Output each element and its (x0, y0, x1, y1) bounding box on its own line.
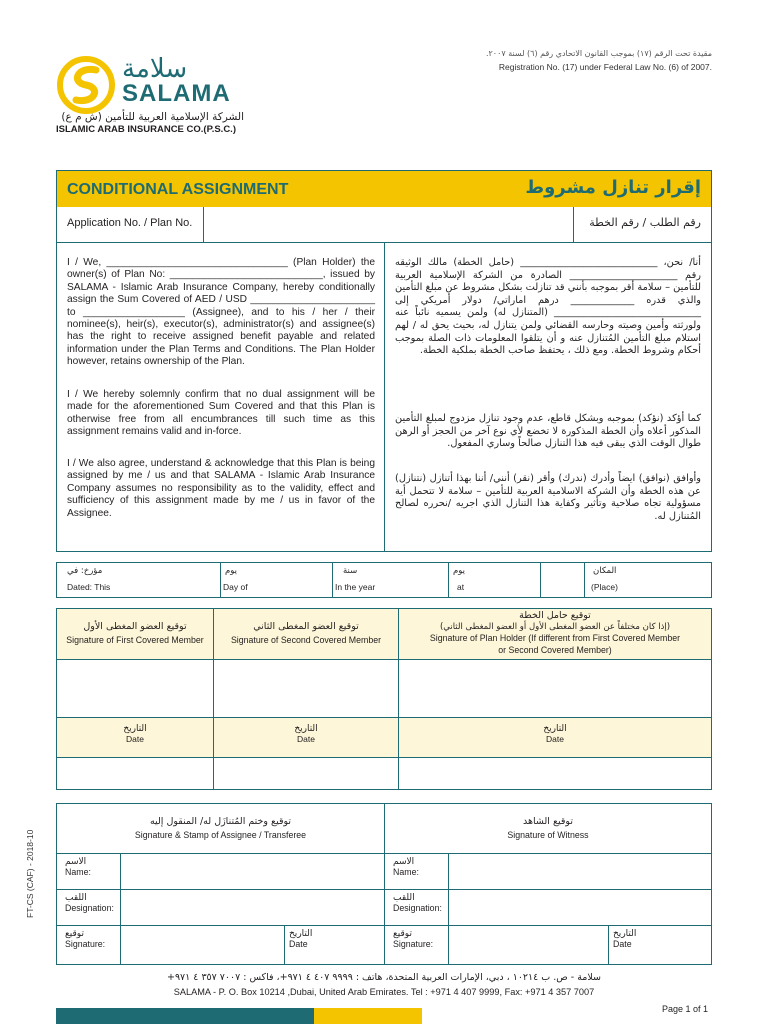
year-field[interactable] (333, 563, 449, 597)
english-paragraph-3: I / We also agree, understand & acknowledge that this Plan is being assigned by me / us and that SALAMA - Islamic Arab Insurance Company assumes no responsibility as to the validity, effect and sufficiency of this assignment made by me / us in favor of the Assignee. (67, 458, 375, 519)
designation-label-arabic: اللقب (65, 893, 87, 903)
assignee-header-arabic: توقيع وختم المُتنازَل له/ المنقول إليه (149, 816, 292, 827)
witness-signature-field[interactable] (449, 926, 609, 964)
assignee-header (57, 804, 385, 854)
footer-bar-yellow (314, 1008, 422, 1024)
date-label-english: Date (126, 734, 144, 744)
at-label-arabic: يوم (453, 566, 466, 576)
salama-logo-icon (56, 52, 116, 118)
form-title-arabic: إقرار تنازل مشروط (525, 177, 701, 198)
company-name-english: ISLAMIC ARAB INSURANCE CO.(P.S.C.) (56, 124, 236, 135)
designation-label-english: Designation: (393, 903, 442, 913)
first-member-header (57, 609, 214, 660)
column-divider (384, 243, 385, 551)
registration-arabic: مقيدة تحت الرقم (١٧) بموجب القانون الاتحادي رقم (٦) لسنة ٢٠٠٧. (485, 49, 712, 58)
footer-address-english: SALAMA - P. O. Box 10214 ,Dubai, United Arab Emirates. Tel : +971 4 407 9999, Fax: +971 4 357 7007 (173, 987, 595, 997)
plan-holder-arabic-2: (إذا كان مختلفاً عن العضو المغطى الأول أو العضو المغطى الثاني) (439, 621, 671, 632)
witness-header-arabic: توقيع الشاهد (523, 816, 573, 827)
plan-holder-arabic-1: توقيع حامل الخطة (519, 610, 591, 621)
dated-label-english: Dated: This (67, 582, 111, 592)
date-label-english: Date (289, 939, 308, 949)
application-label-english: Application No. / Plan No. (67, 217, 193, 229)
date-place-row (56, 562, 712, 598)
assignee-designation-label (57, 890, 121, 925)
second-member-english: Signature of Second Covered Member (230, 635, 382, 645)
signature-label-arabic: توقيع (393, 929, 412, 939)
dated-label-arabic: مؤرخ: في (67, 566, 103, 576)
assignee-name-field[interactable] (121, 854, 385, 889)
date-label-arabic: التاريخ (294, 724, 318, 734)
second-member-date-field[interactable] (214, 758, 399, 789)
second-member-date-header (214, 718, 399, 758)
assignee-signature-label (57, 926, 121, 964)
assignee-header-english: Signature & Stamp of Assignee / Transferee (134, 830, 307, 840)
plan-holder-english-1: Signature of Plan Holder (If different from First Covered Member (429, 633, 681, 643)
year-label-arabic: سنة (343, 566, 358, 576)
dated-cell (57, 563, 221, 597)
at-field[interactable] (449, 563, 541, 597)
logo-english-text: SALAMA (122, 80, 231, 107)
date-label-english: Date (546, 734, 564, 744)
footer-bar-teal (56, 1008, 314, 1024)
witness-name-label (385, 854, 449, 889)
witness-signature-label (385, 926, 449, 964)
date-label-english: Date (297, 734, 315, 744)
registration-english: Registration No. (17) under Federal Law No. (6) of 2007. (498, 62, 712, 72)
assignee-designation-field[interactable] (121, 890, 385, 925)
page-number: Page 1 of 1 (661, 1004, 708, 1014)
divider (573, 207, 574, 243)
assignee-name-label (57, 854, 121, 889)
arabic-paragraph-3: وأوافق (نوافق) ايضاً وأدرك (ندرك) وأقر (نقر) أنني/ أننا بهذا أتنازل (نتنازل) عن هذه الخطة وأن الشركة الاسلامية العربية للتأمين – سلامة لا تتحمل أية مسؤولية تجاه صلاحية وتأثير وكفاية هذا التنازل الذي اجريه /نحرره لصالح المُتنازل له. (395, 473, 701, 522)
assignee-date-field[interactable] (285, 926, 385, 964)
first-member-date-header (57, 718, 214, 758)
title-bar (57, 171, 711, 207)
form-title-english: CONDITIONAL ASSIGNMENT (67, 181, 289, 198)
form-code: FT-CS (CAF) - 2018-10 (25, 829, 35, 918)
plan-holder-header (399, 609, 711, 660)
date-label-english: Date (613, 939, 632, 949)
plan-holder-signature-field[interactable] (399, 660, 711, 718)
logo-arabic-text: سلامة (122, 54, 188, 84)
place-label-arabic: المكان (593, 566, 617, 576)
witness-designation-label (385, 890, 449, 925)
witness-date-field[interactable] (609, 926, 711, 964)
english-paragraph-2: I / We hereby solemnly confirm that no dual assignment will be made for the aforementioned Sum Covered and that this Plan is otherwise free from all encumbrances till such time as this assignment remains valid and in-force. (67, 389, 375, 438)
footer-address-arabic: سلامة - ص. ب ١٠٢١٤ ، دبي، الإمارات العربية المتحدة، هاتف : ٩٩٩٩ ٤٠٧ ٤ ٩٧١+، فاكس : ٧٠٠٧ ٣٥٧ ٤ ٩٧١+ (166, 972, 602, 983)
company-name-arabic: الشركة الإسلامية العربية للتأمين (ش م ع) (61, 111, 244, 123)
arabic-paragraph-2: كما أؤكد (نؤكد) بموجبه وبشكل قاطع، عدم وجود تنازل مزدوج لمبلغ التأمين المذكور أعلاه وأن الخطة المذكورة لا تخضع لأي نوع آخر من الحجز أو الرهن طوال الوقت الذي يبقى فيه هذا التنازل صالحاً وساري المفعول. (395, 413, 701, 450)
name-label-arabic: الاسم (393, 857, 415, 867)
name-label-arabic: الاسم (65, 857, 87, 867)
witness-name-field[interactable] (449, 854, 711, 889)
date-label-arabic: التاريخ (289, 929, 313, 939)
plan-holder-date-header (399, 718, 711, 758)
witness-header (385, 804, 711, 854)
first-member-signature-field[interactable] (57, 660, 214, 718)
first-member-arabic: توقيع العضو المغطى الأول (83, 621, 187, 632)
assignee-signature-field[interactable] (121, 926, 285, 964)
arabic-paragraph-1: أنا/ نحن، ____________________________ (حامل الخطة) مالك الوثيقه رقم ______________________ الصادرة من الشركة الإسلامية العربية للتأمين – سلامة أقر بموجبه بأنني قد تنازلت بشكل مشروط عن مبلغ التأمين والذي قدره _____________ درهم اماراتي/ دولار أمريكي إلى ______________________________ (المتنازل له) ولمن يسميه نائباً عنه ولورثته وأمين وصيته وحارسه القضائي ولمن يتنازل له، بحيث يحق له / لهم استلام مبلغ التأمين المُتنازل عنه و أن يتلقوا المعلومات ذات الصلة بموجب أحكام وشروط الخطة. ومع ذلك ، يحتفظ صاحب الخطة بملكية الخطة. (395, 257, 701, 357)
second-member-signature-field[interactable] (214, 660, 399, 718)
signature-row (57, 926, 711, 964)
year-label-english: In the year (335, 582, 376, 592)
place-field[interactable] (585, 563, 711, 597)
assignment-form (56, 170, 712, 552)
date-label-arabic: التاريخ (123, 724, 147, 734)
day-field[interactable] (221, 563, 333, 597)
name-label-english: Name: (65, 867, 91, 877)
plan-holder-date-field[interactable] (399, 758, 711, 789)
designation-label-arabic: اللقب (393, 893, 415, 903)
witness-designation-field[interactable] (449, 890, 711, 925)
second-member-arabic: توقيع العضو المغطى الثاني (253, 621, 359, 632)
signature-label-arabic: توقيع (65, 929, 84, 939)
name-label-english: Name: (393, 867, 419, 877)
witness-header-english: Signature of Witness (507, 830, 589, 840)
second-member-header (214, 609, 399, 660)
first-member-english: Signature of First Covered Member (66, 635, 204, 645)
day-label-arabic: يوم (225, 566, 238, 576)
application-label-arabic: رقم الطلب / رقم الخطة (589, 216, 701, 229)
assignee-witness-table (56, 803, 712, 965)
signature-label-english: Signature: (393, 939, 434, 949)
at-label-english: at (457, 582, 465, 592)
date-label-arabic: التاريخ (613, 929, 637, 939)
english-paragraph-1: I / We, ________________________________ (Plan Holder) the owner(s) of Plan No: ___________________________, issued by SALAMA - Islamic Arab Insurance Company, hereby conditionally assign the Sum Covered of AED / USD ______________________ to __________________ (Assignee), and to his / her / their nominee(s), heir(s), executor(s), administrator(s) and assignee(s) has the right to receive assigned benefit payable and related information under the Plan Terms and Conditions. The Plan Holder however, retains ownership of the Plan. (67, 257, 375, 368)
application-number-row (57, 207, 711, 243)
plan-holder-english-2: or Second Covered Member) (498, 644, 612, 655)
name-row (57, 854, 711, 890)
place-label-english: (Place) (591, 582, 618, 592)
signature-table (56, 608, 712, 790)
designation-label-english: Designation: (65, 903, 114, 913)
date-label-arabic: التاريخ (543, 724, 567, 734)
at-value-cell[interactable] (541, 563, 585, 597)
first-member-date-field[interactable] (57, 758, 214, 789)
day-label-english: Day of (223, 582, 248, 592)
application-number-field[interactable] (204, 207, 573, 242)
signature-label-english: Signature: (65, 939, 106, 949)
designation-row (57, 890, 711, 926)
